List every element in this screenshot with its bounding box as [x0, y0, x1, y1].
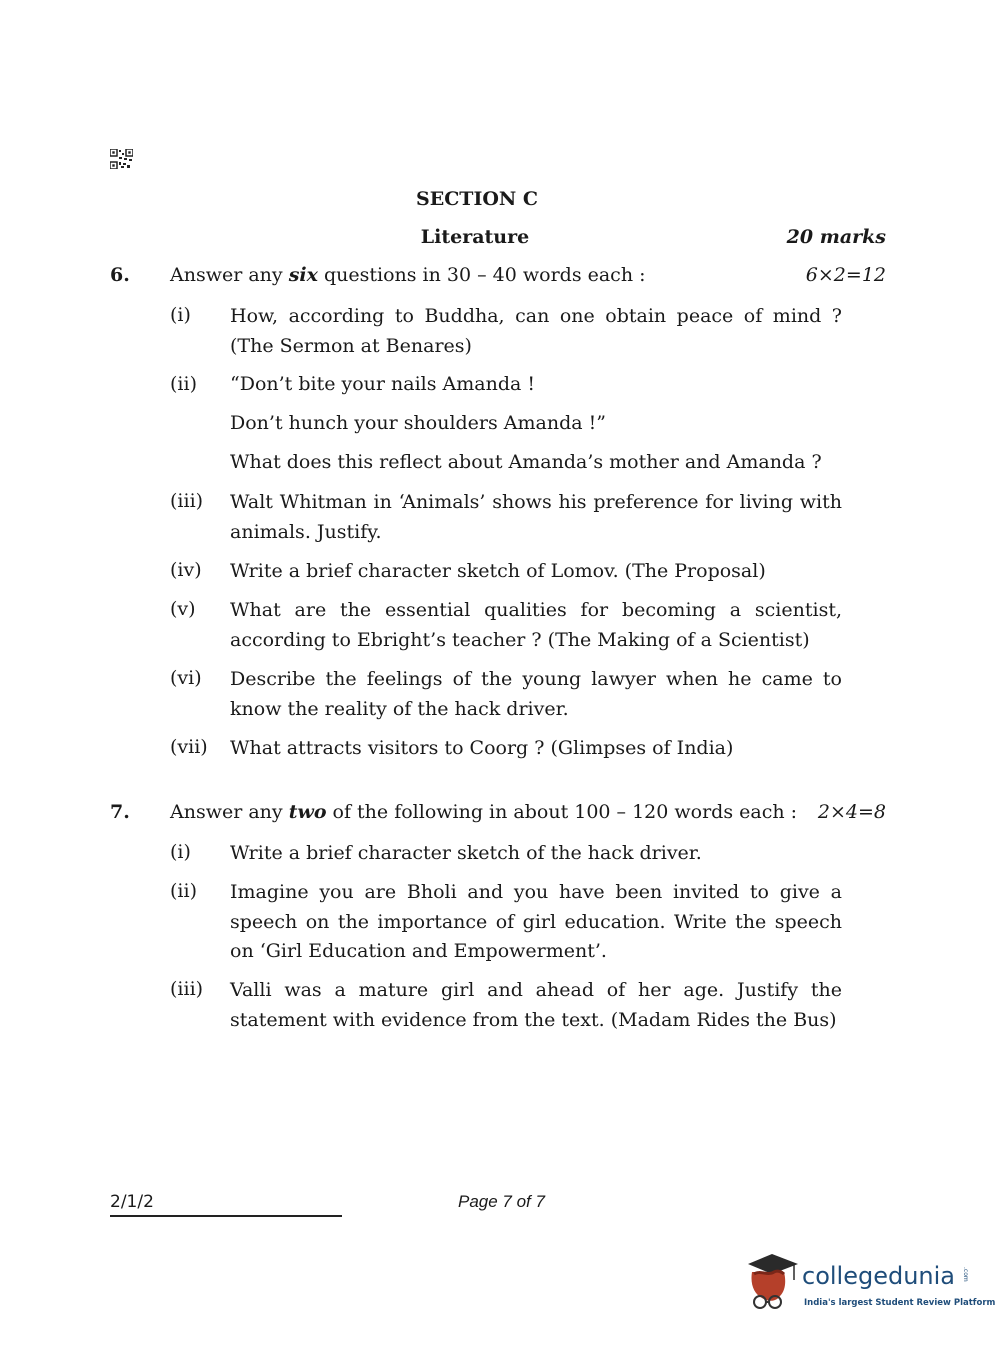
q6-item-text: Walt Whitman in ‘Animals’ shows his preference for living with animals. Justify. — [230, 491, 842, 543]
q6-item-quote-line: Don’t hunch your shoulders Amanda !” — [230, 412, 606, 434]
q7-item-number: (i) — [170, 841, 191, 863]
question-7-number: 7. — [110, 801, 130, 823]
q6-item-text: What attracts visitors to Coorg ? (Glimpses of India) — [230, 737, 734, 759]
q6-item-number: (vi) — [170, 667, 202, 689]
q6-item-number: (ii) — [170, 373, 197, 395]
qr-code-icon — [110, 149, 133, 169]
q7-item-number: (iii) — [170, 978, 204, 1000]
q6-item-question-line: What does this reflect about Amanda’s mother and Amanda ? — [230, 451, 822, 473]
q6-item-number: (vii) — [170, 736, 208, 758]
q6-item-number: (v) — [170, 598, 196, 620]
q6-item-quote-line: “Don’t bite your nails Amanda ! — [230, 373, 536, 395]
q7-item-text: Valli was a mature girl and ahead of her age. Justify the statement with evidence from the text. (Madam Rides the Bus) — [230, 979, 842, 1031]
question-7-marks: 2×4=8 — [817, 801, 886, 823]
question-6-prompt: Answer any six questions in 30 – 40 words each : — [170, 264, 646, 286]
q6-item-number: (i) — [170, 304, 191, 326]
question-7-prompt: Answer any two of the following in about 100 – 120 words each : — [170, 801, 798, 823]
collegedunia-mascot-icon — [742, 1250, 802, 1312]
q6-item-number: (iii) — [170, 490, 204, 512]
q6-item-text: How, according to Buddha, can one obtain peace of mind ? (The Sermon at Benares) — [230, 305, 842, 357]
brand-suffix: .com — [962, 1267, 969, 1282]
section-subheading: Literature — [420, 226, 530, 248]
brand-name: collegedunia — [802, 1262, 956, 1290]
question-6-marks: 6×2=12 — [805, 264, 886, 286]
section-marks: 20 marks — [786, 226, 886, 248]
q6-item-text: What are the essential qualities for becoming a scientist, according to Ebright’s teacher ? (The Making of a Scientist) — [230, 599, 842, 651]
paper-code: 2/1/2 — [110, 1192, 154, 1212]
q7-item-number: (ii) — [170, 880, 197, 902]
question-6-number: 6. — [110, 264, 130, 286]
section-title: SECTION C — [415, 188, 538, 210]
q6-item-number: (iv) — [170, 559, 202, 581]
page-number: Page 7 of 7 — [458, 1192, 545, 1211]
q7-item-text: Imagine you are Bholi and you have been invited to give a speech on the importance of girl education. Write the speech on ‘Girl Education and Empowerment’. — [230, 881, 842, 962]
q6-item-text: Describe the feelings of the young lawyer when he came to know the reality of the hack driver. — [230, 668, 842, 720]
brand-tagline: India's largest Student Review Platform — [804, 1298, 996, 1308]
footer-divider — [110, 1215, 342, 1217]
q6-item-text: Write a brief character sketch of Lomov. (The Proposal) — [230, 560, 766, 582]
q7-item-text: Write a brief character sketch of the hack driver. — [230, 842, 702, 864]
